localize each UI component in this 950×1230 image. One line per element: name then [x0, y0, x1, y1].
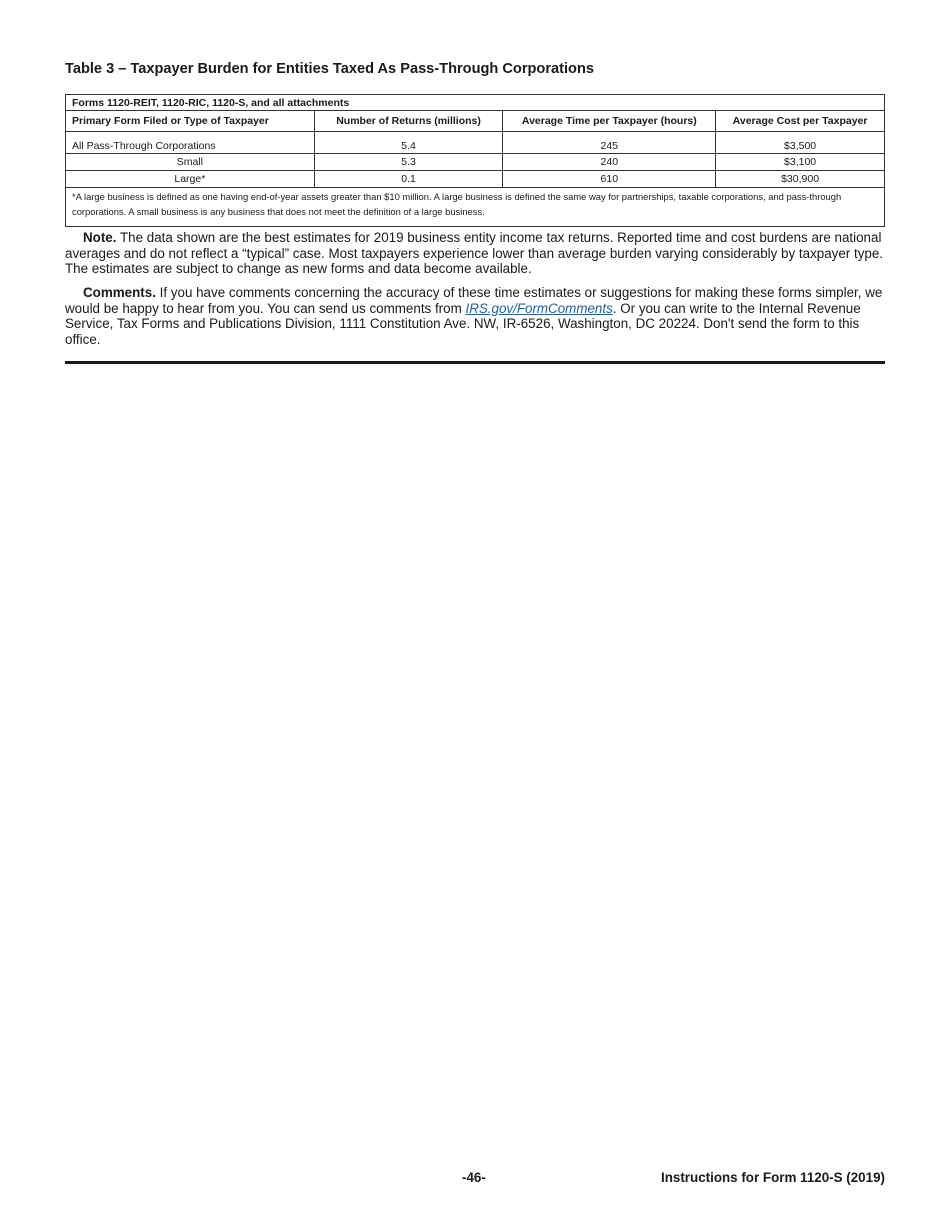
comments-text-after: . Or you can write to the Internal Revenue Service, Tax Forms and Publications Division, 1111 Constitution Ave. NW, IR-6526, Washington, DC 20224. Don't send the form to this office. — [65, 300, 861, 347]
table-footnote-row — [66, 188, 885, 227]
row-label: All Pass-Through Corporations — [66, 132, 315, 154]
row-cost: $3,100 — [716, 154, 885, 171]
row-time: 245 — [503, 132, 716, 154]
table-caption-row — [66, 95, 885, 111]
footer-document-title: Instructions for Form 1120-S (2019) — [661, 1170, 885, 1185]
page-number: -46- — [462, 1170, 486, 1185]
header-average-cost: Average Cost per Taxpayer — [716, 111, 885, 132]
table-row — [66, 171, 885, 188]
row-time: 240 — [503, 154, 716, 171]
note-text: The data shown are the best estimates for 2019 business entity income tax returns. Reported time and cost burdens are national averages and do not reflect a “typical” case. Most taxpayers experience lower than average burden varying considerably by taxpayer type. The estimates are subject to change as new forms and data become available. — [65, 230, 884, 276]
row-label: Small — [66, 154, 315, 171]
row-cost: $30,900 — [716, 171, 885, 188]
table-caption: Forms 1120-REIT, 1120-RIC, 1120-S, and all attachments — [66, 95, 885, 111]
row-time: 610 — [503, 171, 716, 188]
comments-label: Comments. — [83, 285, 156, 300]
row-returns: 0.1 — [314, 171, 503, 188]
note-paragraph — [65, 230, 885, 277]
table-row — [66, 132, 885, 154]
header-average-time: Average Time per Taxpayer (hours) — [503, 111, 716, 132]
table-title: Table 3 – Taxpayer Burden for Entities Taxed As Pass-Through Corporations — [65, 61, 594, 77]
note-label: Note. — [83, 230, 117, 245]
table-footnote: *A large business is defined as one having end-of-year assets greater than $10 million. A large business is defined the same way for partnerships, taxable corporations, and pass-through corporations. A small business is any business that does not meet the definition of a large business. — [66, 188, 885, 227]
header-form-type: Primary Form Filed or Type of Taxpayer — [66, 111, 315, 132]
table-header-row — [66, 111, 885, 132]
row-cost: $3,500 — [716, 132, 885, 154]
form-comments-link[interactable]: IRS.gov/FormComments — [465, 300, 613, 316]
section-divider — [65, 361, 885, 364]
row-returns: 5.4 — [314, 132, 503, 154]
taxpayer-burden-table — [65, 94, 885, 227]
table-row — [66, 154, 885, 171]
row-returns: 5.3 — [314, 154, 503, 171]
comments-paragraph — [65, 285, 885, 347]
comments-text-before: If you have comments concerning the accuracy of these time estimates or suggestions for making these forms simpler, we would be happy to hear from you. You can send us comments from — [65, 285, 883, 316]
row-label: Large* — [66, 171, 315, 188]
header-number-of-returns: Number of Returns (millions) — [314, 111, 503, 132]
